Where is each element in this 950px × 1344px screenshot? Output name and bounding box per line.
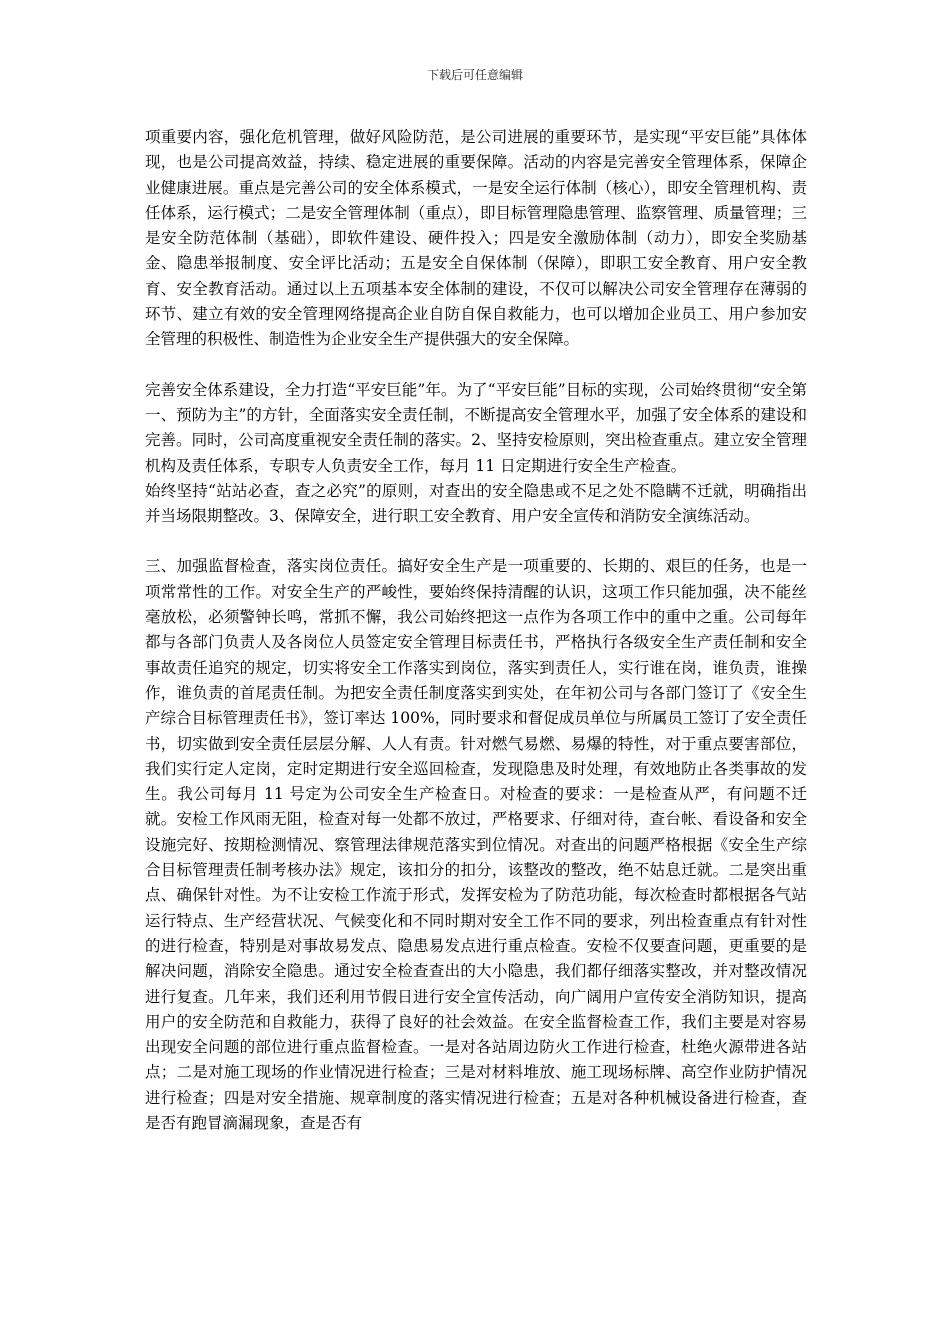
paragraph-spacer bbox=[145, 353, 807, 378]
paragraph-inspection-principle: 始终坚持“站站必查，查之必究”的原则，对查出的安全隐患或不足之处不隐瞒不迁就，明确指出并当场限期整改。3、保障安全，进行职工安全教育、用户安全宣传和消防安全演练活动。 bbox=[145, 481, 807, 526]
paragraph-supervision: 三、加强监督检查，落实岗位责任。搞好安全生产是一项重要的、长期的、艰巨的任务，也是一项常常性的工作。对安全生产的严峻性，要始终保持清醒的认识，这项工作只能加强，决不能丝毫放松，必须警钟长鸣，常抓不懈，我公司始终把这一点作为各项工作中的重中之重。公司每年都与各部门负责人及各岗位人员签定安全管理目标责任书，严格执行各级安全生产责任制和安全事故责任追究的规定，切实将安全工作落实到岗位，落实到责任人，实行谁在岗，谁负责，谁操作，谁负责的首尾责任制。为把安全责任制度落实到实处，在年初公司与各部门签订了《安全生产综合目标管理责任书》，签订率达 100%，同时要求和督促成员单位与所属员工签订了安全责任书，切实做到安全责任层层分解、人人有责。针对燃气易燃、易爆的特性，对于重点要害部位，我们实行定人定岗，定时定期进行安全巡回检查，发现隐患及时处理，有效地防止各类事故的发生。我公司每月 11 号定为公司安全生产检查日。对检查的要求：一是检查从严，有问题不迁就。安检工作风雨无阻，检查对每一处都不放过，严格要求、仔细对待，查台帐、看设备和安全设施完好、按期检测情况、察管理法律规范落实到位情况。对查出的问题严格根据《安全生产综合目标管理责任制考核办法》规定，该扣分的扣分，该整改的整改，绝不姑息迁就。二是突出重点、确保针对性。为不让安检工作流于形式，发挥安检为了防范功能，每次检查时都根据各气站运行特点、生产经营状况、气候变化和不同时期对安全工作不同的要求，列出检查重点有针对性的进行检查，特别是对事故易发点、隐患易发点进行重点检查。安检不仅要查问题，更重要的是解决问题，消除安全隐患。通过安全检查查出的大小隐患，我们都仔细落实整改，并对整改情况进行复查。几年来，我们还利用节假日进行安全宣传活动，向广阔用户宣传安全消防知识，提高用户的安全防范和自救能力，获得了良好的社会效益。在安全监督检查工作，我们主要是对容易出现安全问题的部位进行重点监督检查。一是对各站周边防火工作进行检查，杜绝火源带进各站点；二是对施工现场的作业情况进行检查；三是对材料堆放、施工现场标牌、高空作业防护情况进行检查；四是对安全措施、规章制度的落实情况进行检查；五是对各种机械设备进行检查，查是否有跑冒滴漏现象，查是否有 bbox=[145, 557, 807, 1132]
paragraph-spacer bbox=[145, 529, 807, 554]
document-body bbox=[145, 125, 807, 1136]
page-header: 下载后可任意编辑 bbox=[426, 68, 523, 82]
paragraph-safety-system: 项重要内容，强化危机管理，做好风险防范，是公司进展的重要环节，是实现“平安巨能”具体体现，也是公司提高效益，持续、稳定进展的重要保障。活动的内容是完善安全管理体系，保障企业健康进展。重点是完善公司的安全体系模式，一是安全运行体制（核心），即安全管理机构、责任体系，运行模式；二是安全管理体制（重点），即目标管理隐患管理、监察管理、质量管理；三是安全防范体制（基础），即软件建设、硬件投入；四是安全激励体制（动力），即安全奖励基金、隐患举报制度、安全评比活动；五是安全自保体制（保障），即职工安全教育、用户安全教育、安全教育活动。通过以上五项基本安全体制的建设，不仅可以解决公司安全管理存在薄弱的环节、建立有效的安全管理网络提高企业自防自保自救能力，也可以增加企业员工、用户参加安全管理的积极性、制造性为企业安全生产提供强大的安全保障。 bbox=[145, 128, 807, 349]
paragraph-system-building: 完善安全体系建设，全力打造“平安巨能”年。为了“平安巨能”目标的实现，公司始终贯彻“安全第一、预防为主”的方针，全面落实安全责任制，不断提高安全管理水平，加强了安全体系的建设和完善。同时，公司高度重视安全责任制的落实。2、坚持安检原则，突出检查重点。建立安全管理机构及责任体系，专职专人负责安全工作，每月 11 日定期进行安全生产检查。 bbox=[145, 380, 807, 475]
